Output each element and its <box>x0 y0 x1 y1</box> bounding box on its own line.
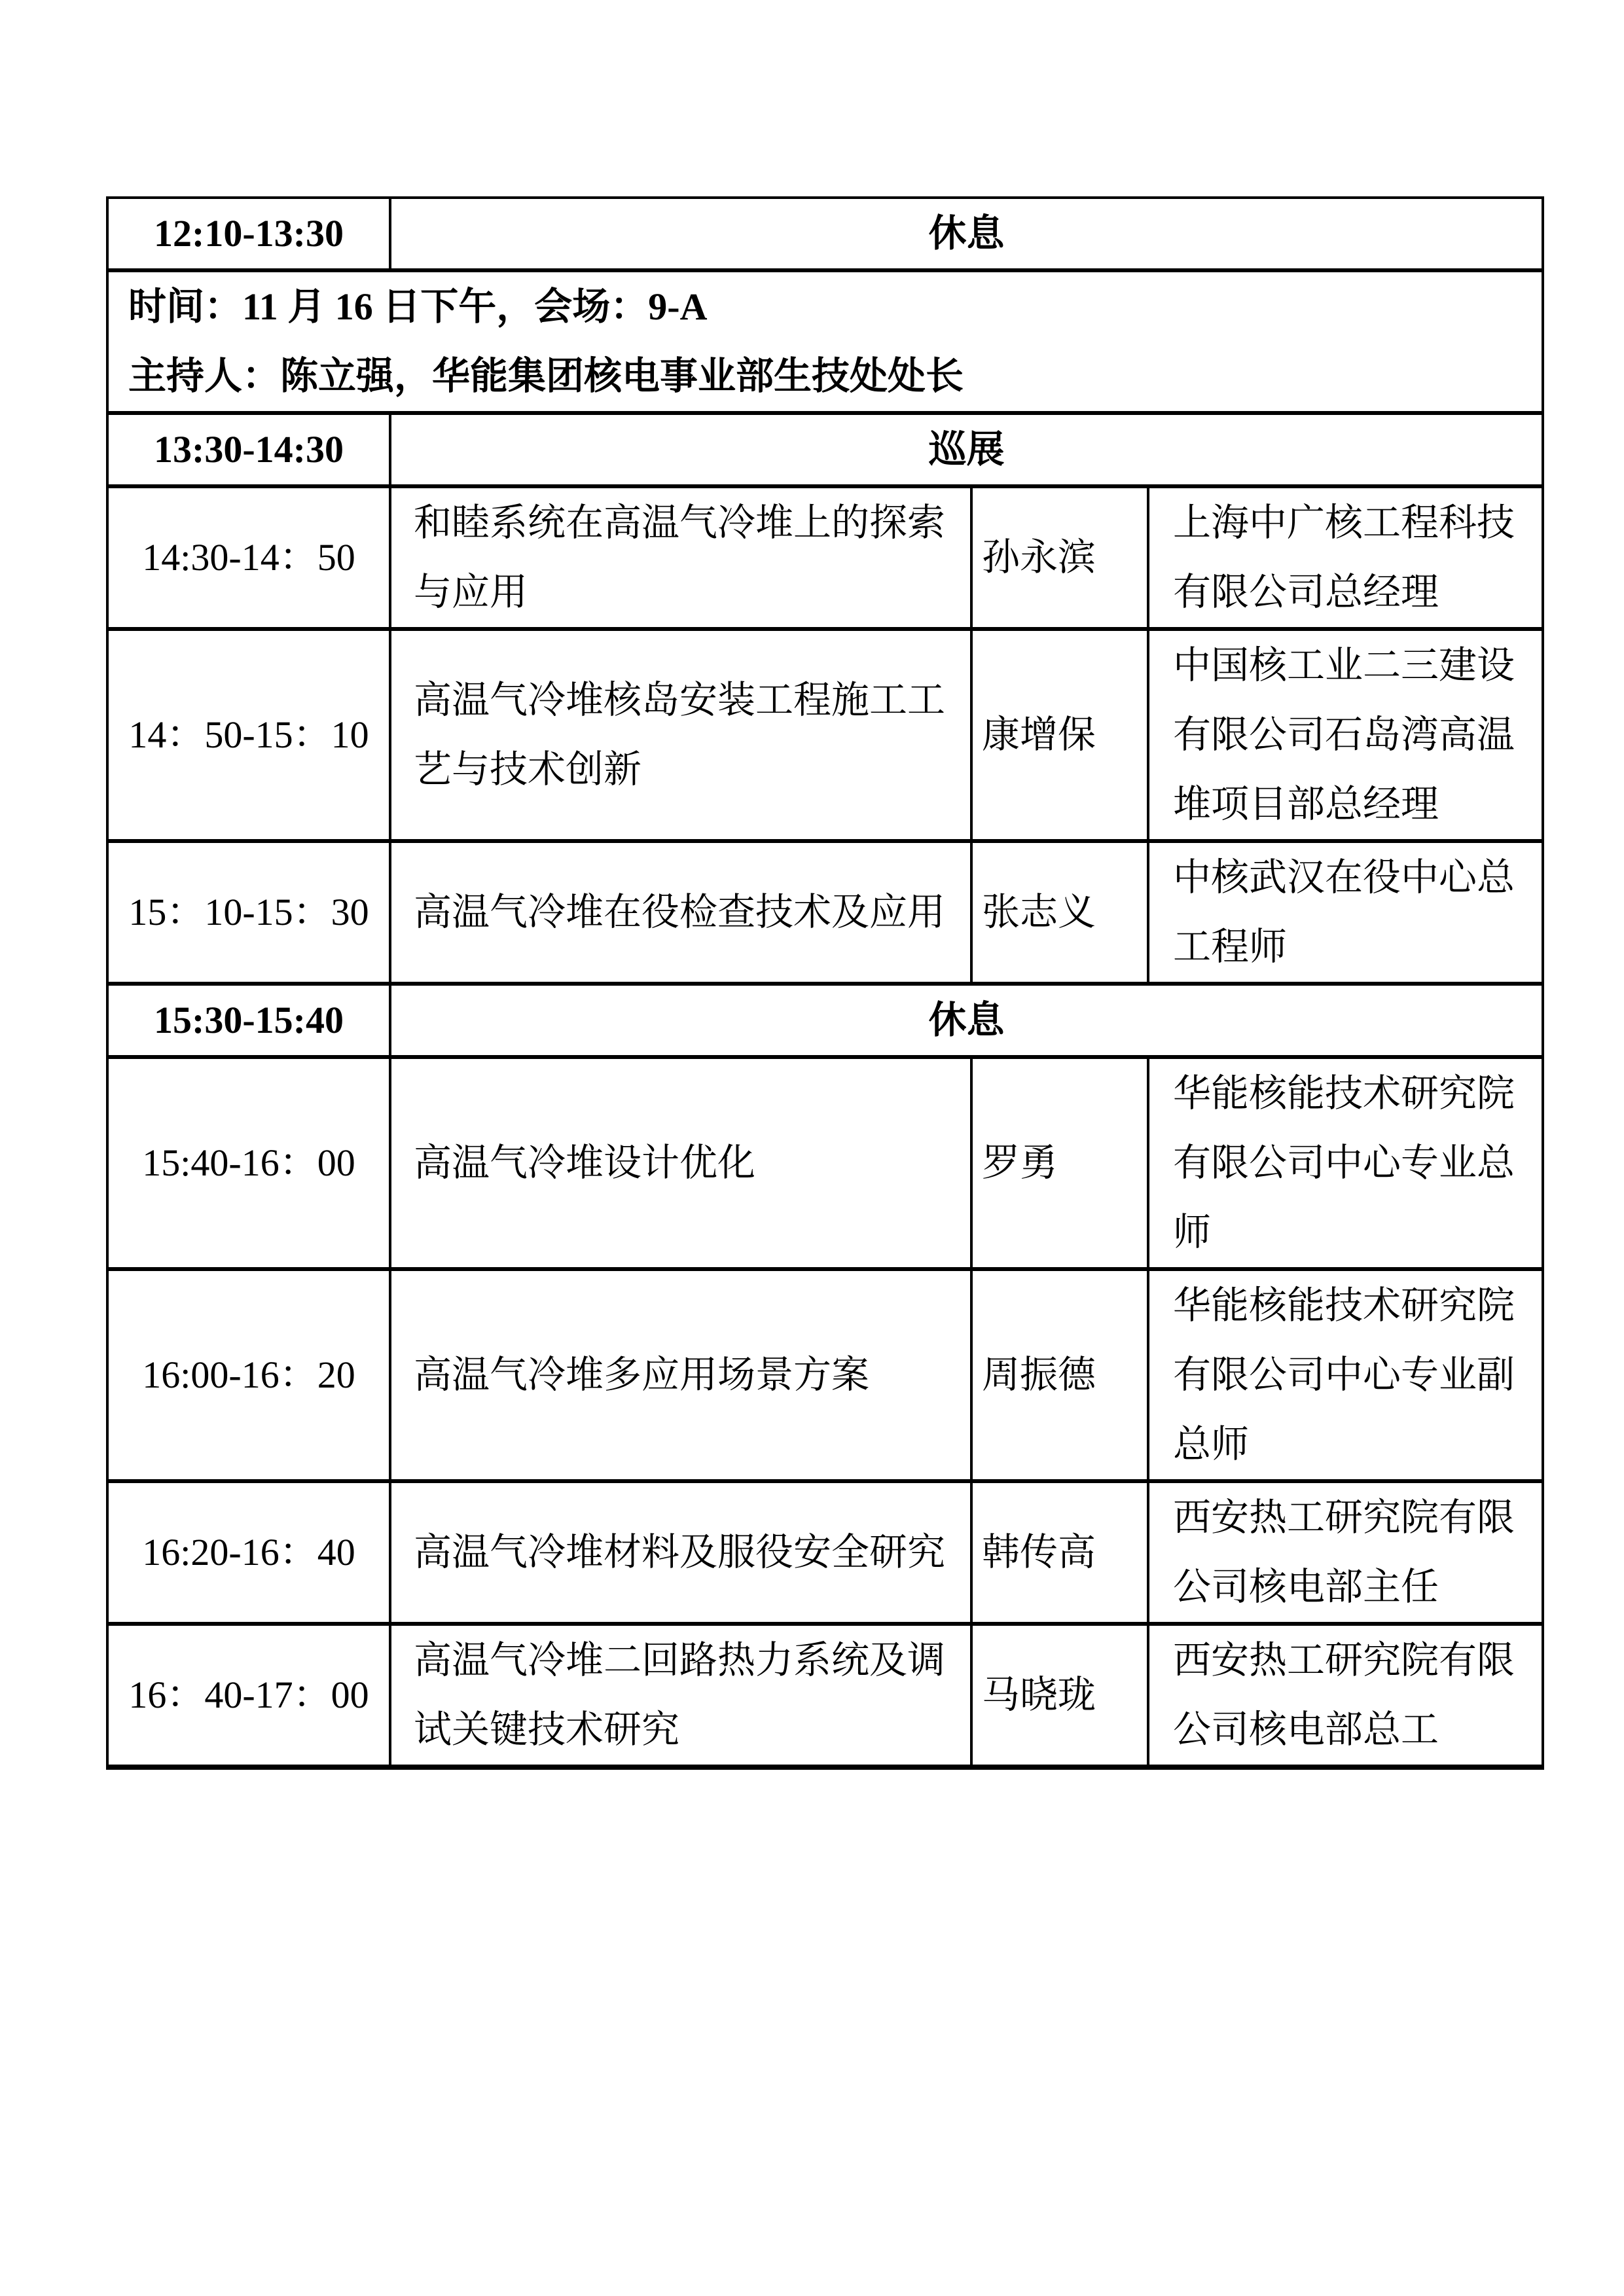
talk-title-cell: 高温气冷堆核岛安装工程施工工艺与技术创新 <box>390 629 971 841</box>
speaker-cell: 张志义 <box>971 841 1148 984</box>
break-row <box>107 198 1543 270</box>
break-label-cell: 巡展 <box>390 413 1543 486</box>
break-row <box>107 413 1543 486</box>
talk-row <box>107 486 1543 629</box>
session-info-row <box>107 270 1543 413</box>
speaker-cell: 孙永滨 <box>971 486 1148 629</box>
time-cell: 15:40-16：00 <box>107 1057 390 1269</box>
talk-title-cell: 高温气冷堆材料及服役安全研究 <box>390 1481 971 1624</box>
schedule-table <box>106 196 1544 1770</box>
time-cell: 14：50-15：10 <box>107 629 390 841</box>
time-cell: 14:30-14：50 <box>107 486 390 629</box>
talk-row <box>107 1057 1543 1269</box>
time-cell: 15:30-15:40 <box>107 984 390 1057</box>
talk-title-cell: 高温气冷堆设计优化 <box>390 1057 971 1269</box>
talk-row <box>107 1624 1543 1767</box>
break-row <box>107 984 1543 1057</box>
speaker-cell: 康增保 <box>971 629 1148 841</box>
affiliation-cell: 西安热工研究院有限公司核电部总工 <box>1148 1624 1543 1767</box>
talk-title-cell: 高温气冷堆多应用场景方案 <box>390 1269 971 1481</box>
affiliation-cell: 中国核工业二三建设有限公司石岛湾高温堆项目部总经理 <box>1148 629 1543 841</box>
affiliation-cell: 华能核能技术研究院有限公司中心专业总师 <box>1148 1057 1543 1269</box>
session-info-cell <box>107 270 1543 413</box>
speaker-cell: 韩传高 <box>971 1481 1148 1624</box>
talk-row <box>107 1481 1543 1624</box>
affiliation-cell: 中核武汉在役中心总工程师 <box>1148 841 1543 984</box>
talk-row <box>107 841 1543 984</box>
time-cell: 16：40-17：00 <box>107 1624 390 1767</box>
session-host-line: 主持人：陈立强，华能集团核电事业部生技处处长 <box>128 355 964 397</box>
talk-row <box>107 629 1543 841</box>
break-label-cell: 休息 <box>390 198 1543 270</box>
break-label-cell: 休息 <box>390 984 1543 1057</box>
talk-title-cell: 高温气冷堆在役检查技术及应用 <box>390 841 971 984</box>
talk-row <box>107 1269 1543 1481</box>
time-cell: 13:30-14:30 <box>107 413 390 486</box>
affiliation-cell: 华能核能技术研究院有限公司中心专业副总师 <box>1148 1269 1543 1481</box>
talk-title-cell: 和睦系统在高温气冷堆上的探索与应用 <box>390 486 971 629</box>
time-cell: 15：10-15：30 <box>107 841 390 984</box>
affiliation-cell: 上海中广核工程科技有限公司总经理 <box>1148 486 1543 629</box>
talk-title-cell: 高温气冷堆二回路热力系统及调试关键技术研究 <box>390 1624 971 1767</box>
affiliation-cell: 西安热工研究院有限公司核电部主任 <box>1148 1481 1543 1624</box>
time-cell: 16:00-16：20 <box>107 1269 390 1481</box>
time-cell: 12:10-13:30 <box>107 198 390 270</box>
session-time-line: 时间：11 月 16 日下午，会场：9-A <box>128 285 708 328</box>
speaker-cell: 马晓珑 <box>971 1624 1148 1767</box>
speaker-cell: 周振德 <box>971 1269 1148 1481</box>
speaker-cell: 罗勇 <box>971 1057 1148 1269</box>
time-cell: 16:20-16：40 <box>107 1481 390 1624</box>
